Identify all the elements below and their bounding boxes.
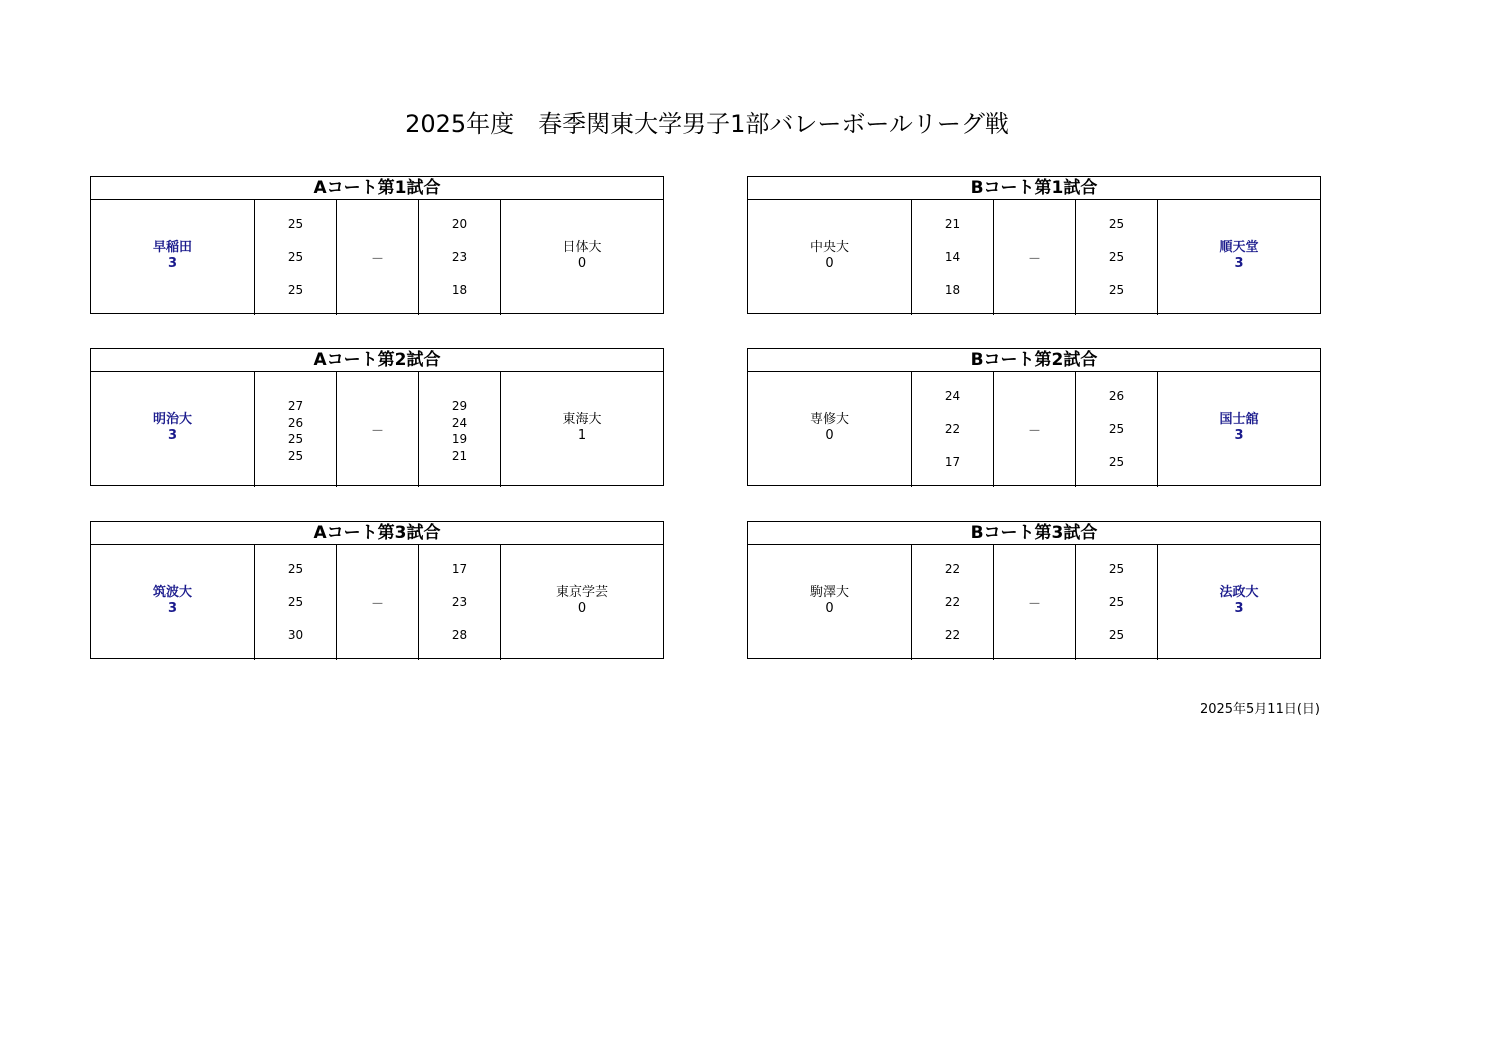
team-score: 0 (825, 601, 834, 616)
set-score: 26 (287, 415, 304, 430)
match-header: Bコート第3試合 (748, 522, 1320, 545)
left-team (748, 412, 911, 444)
right-set-scores (1076, 553, 1157, 652)
set-score: 25 (287, 250, 304, 264)
right-team (1158, 585, 1320, 617)
left-set-scores (255, 208, 336, 307)
team-score: 3 (1234, 428, 1244, 443)
set-score: 30 (287, 628, 304, 642)
score-separator: － (370, 424, 384, 439)
team-name: 法政大 (1219, 585, 1259, 600)
right-team (1158, 240, 1320, 272)
team-name: 日体大 (562, 240, 602, 255)
team-score: 3 (1234, 256, 1244, 271)
set-score: 25 (287, 562, 304, 576)
team-name: 東京学芸 (555, 585, 608, 600)
set-score: 25 (1108, 422, 1125, 436)
set-score: 25 (1108, 562, 1125, 576)
set-score: 20 (451, 217, 468, 231)
set-score: 25 (287, 448, 304, 463)
set-score: 23 (451, 595, 468, 609)
set-score: 25 (287, 432, 304, 446)
set-score: 25 (287, 595, 304, 609)
match-a1 (90, 176, 664, 314)
set-score: 17 (944, 455, 961, 469)
set-score: 19 (451, 432, 468, 446)
set-score: 23 (451, 250, 468, 264)
set-score: 25 (1108, 595, 1125, 609)
left-set-scores (255, 553, 336, 652)
match-a3 (90, 521, 664, 659)
team-name: 筑波大 (152, 585, 192, 600)
team-score: 0 (577, 256, 587, 271)
left-set-scores (912, 380, 993, 479)
score-separator: － (1027, 597, 1041, 612)
match-a2 (90, 348, 664, 486)
set-score: 24 (944, 389, 961, 403)
match-header: Bコート第2試合 (748, 349, 1320, 372)
right-team (501, 240, 663, 272)
set-score: 25 (1108, 628, 1125, 642)
set-score: 18 (944, 283, 961, 297)
team-name: 東海大 (562, 412, 602, 427)
score-separator: － (1027, 252, 1041, 267)
match-date: 2025年5月11日(日) (1199, 702, 1320, 717)
set-score: 25 (1108, 455, 1125, 469)
team-name: 早稲田 (152, 240, 192, 255)
left-team (91, 412, 254, 444)
set-score: 25 (287, 283, 304, 297)
score-separator: － (370, 252, 384, 267)
set-score: 22 (944, 595, 961, 609)
match-b2 (747, 348, 1321, 486)
set-score: 25 (1108, 217, 1125, 231)
left-team (748, 585, 911, 617)
match-header: Bコート第1試合 (748, 177, 1320, 200)
team-name: 順天堂 (1219, 240, 1259, 255)
right-set-scores (419, 398, 500, 464)
right-team (501, 585, 663, 617)
set-score: 18 (451, 283, 468, 297)
set-score: 28 (451, 628, 468, 642)
left-team (748, 240, 911, 272)
match-header: Aコート第1試合 (91, 177, 663, 200)
set-score: 22 (944, 562, 961, 576)
team-name: 明治大 (152, 412, 192, 427)
team-name: 駒澤大 (809, 585, 849, 600)
score-separator: － (370, 597, 384, 612)
set-score: 24 (451, 415, 468, 430)
set-score: 22 (944, 422, 961, 436)
right-team (1158, 412, 1320, 444)
set-score: 26 (1108, 389, 1125, 403)
match-b1 (747, 176, 1321, 314)
set-score: 25 (1108, 250, 1125, 264)
set-score: 27 (287, 399, 304, 413)
left-set-scores (912, 208, 993, 307)
team-score: 0 (577, 601, 587, 616)
page-title: 2025年度 春季関東大学男子1部バレーボールリーグ戦 (405, 110, 1009, 138)
right-set-scores (1076, 380, 1157, 479)
team-name: 中央大 (809, 240, 849, 255)
left-team (91, 585, 254, 617)
set-score: 14 (944, 250, 961, 264)
score-separator: － (1027, 424, 1041, 439)
match-header: Aコート第2試合 (91, 349, 663, 372)
team-score: 1 (577, 428, 587, 443)
left-set-scores (912, 553, 993, 652)
right-set-scores (419, 208, 500, 307)
set-score: 25 (1108, 283, 1125, 297)
team-name: 専修大 (809, 412, 849, 427)
set-score: 22 (944, 628, 961, 642)
team-score: 3 (167, 428, 178, 443)
left-team (91, 240, 254, 272)
team-score: 3 (1234, 601, 1244, 616)
match-b3 (747, 521, 1321, 659)
set-score: 21 (451, 448, 468, 463)
set-score: 21 (944, 217, 961, 231)
right-team (501, 412, 663, 444)
team-score: 3 (167, 256, 178, 271)
right-set-scores (1076, 208, 1157, 307)
team-score: 0 (825, 428, 834, 443)
team-score: 3 (167, 601, 178, 616)
left-set-scores (255, 398, 336, 464)
set-score: 17 (451, 562, 468, 576)
right-set-scores (419, 553, 500, 652)
match-header: Aコート第3試合 (91, 522, 663, 545)
team-name: 国士舘 (1219, 412, 1259, 427)
team-score: 0 (825, 256, 834, 271)
set-score: 25 (287, 217, 304, 231)
set-score: 29 (451, 399, 468, 413)
